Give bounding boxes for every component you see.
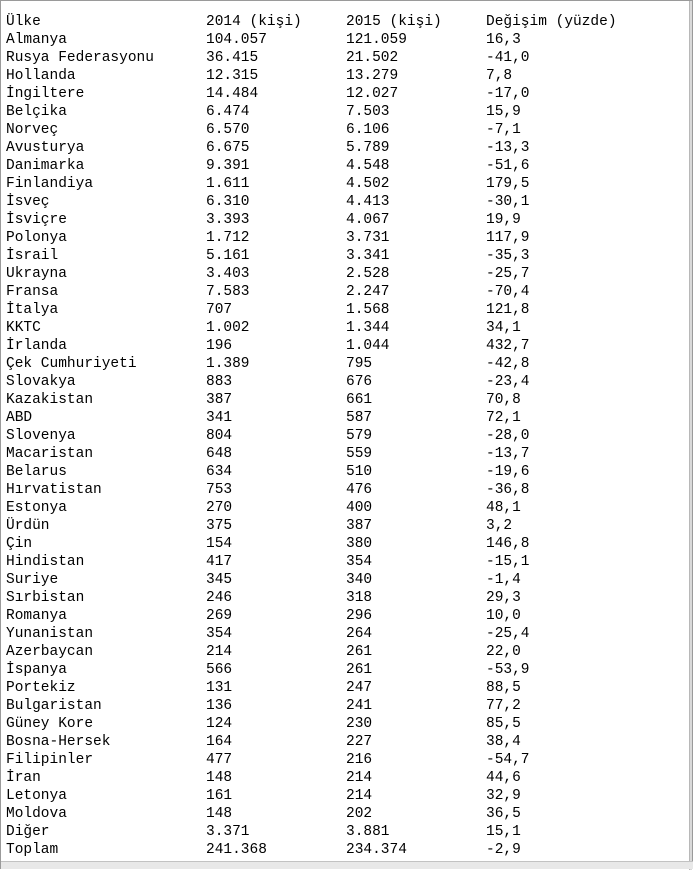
table-row [6, 625, 686, 643]
cell-2015: 510 [346, 464, 373, 480]
table-row [6, 319, 686, 337]
cell-country: Macaristan [6, 446, 94, 462]
cell-change: 432,7 [486, 338, 530, 354]
cell-2015: 559 [346, 446, 373, 462]
table-row [6, 679, 686, 697]
cell-2014: 634 [206, 464, 233, 480]
cell-2014: 1.389 [206, 356, 250, 372]
cell-2015: 7.503 [346, 104, 390, 120]
cell-change: 85,5 [486, 716, 521, 732]
cell-2015: 795 [346, 356, 373, 372]
cell-2014: 9.391 [206, 158, 250, 174]
cell-change: -70,4 [486, 284, 530, 300]
cell-2014: 148 [206, 806, 233, 822]
cell-country: Kazakistan [6, 392, 94, 408]
cell-2014: 131 [206, 680, 233, 696]
cell-2015: 241 [346, 698, 373, 714]
cell-2015: 340 [346, 572, 373, 588]
header-2015: 2015 (kişi) [346, 14, 442, 30]
table-row [6, 337, 686, 355]
cell-change: 15,9 [486, 104, 521, 120]
cell-2014: 269 [206, 608, 233, 624]
cell-change: -53,9 [486, 662, 530, 678]
cell-2014: 5.161 [206, 248, 250, 264]
cell-2015: 400 [346, 500, 373, 516]
cell-country: İtalya [6, 302, 59, 318]
cell-2014: 375 [206, 518, 233, 534]
cell-2014: 3.393 [206, 212, 250, 228]
cell-2015: 587 [346, 410, 373, 426]
cell-change: 16,3 [486, 32, 521, 48]
header-country: Ülke [6, 14, 41, 30]
cell-2014: 1.611 [206, 176, 250, 192]
cell-2015: 121.059 [346, 32, 407, 48]
cell-2015: 247 [346, 680, 373, 696]
cell-2014: 3.371 [206, 824, 250, 840]
table-row [6, 481, 686, 499]
cell-change: 179,5 [486, 176, 530, 192]
cell-change: -54,7 [486, 752, 530, 768]
table-row [6, 787, 686, 805]
table-row [6, 751, 686, 769]
cell-country: Yunanistan [6, 626, 94, 642]
cell-2014: 214 [206, 644, 233, 660]
cell-2014: 12.315 [206, 68, 259, 84]
cell-2015: 380 [346, 536, 373, 552]
table-row [6, 463, 686, 481]
cell-change: -41,0 [486, 50, 530, 66]
cell-change: 15,1 [486, 824, 521, 840]
cell-change: 121,8 [486, 302, 530, 318]
cell-2014: 804 [206, 428, 233, 444]
cell-change: -25,7 [486, 266, 530, 282]
table-row [6, 697, 686, 715]
table-row [6, 733, 686, 751]
cell-2015: 261 [346, 662, 373, 678]
cell-country: Hırvatistan [6, 482, 102, 498]
table-row [6, 841, 686, 859]
table-header-row [6, 13, 686, 31]
cell-2015: 216 [346, 752, 373, 768]
table-row [6, 391, 686, 409]
cell-2014: 36.415 [206, 50, 259, 66]
cell-change: 146,8 [486, 536, 530, 552]
cell-2015: 214 [346, 788, 373, 804]
cell-change: 70,8 [486, 392, 521, 408]
cell-2014: 566 [206, 662, 233, 678]
cell-country: Filipinler [6, 752, 94, 768]
table-row [6, 535, 686, 553]
cell-country: Toplam [6, 842, 59, 858]
cell-country: Danimarka [6, 158, 85, 174]
cell-change: 88,5 [486, 680, 521, 696]
cell-change: -28,0 [486, 428, 530, 444]
table-row [6, 769, 686, 787]
cell-country: Hollanda [6, 68, 76, 84]
cell-2014: 164 [206, 734, 233, 750]
table-row [6, 607, 686, 625]
cell-2015: 5.789 [346, 140, 390, 156]
cell-2014: 6.570 [206, 122, 250, 138]
cell-2014: 14.484 [206, 86, 259, 102]
cell-2015: 476 [346, 482, 373, 498]
cell-2014: 136 [206, 698, 233, 714]
cell-2015: 4.067 [346, 212, 390, 228]
table-row [6, 823, 686, 841]
cell-country: Estonya [6, 500, 67, 516]
table-row [6, 265, 686, 283]
cell-change: 72,1 [486, 410, 521, 426]
cell-2015: 318 [346, 590, 373, 606]
table-row [6, 283, 686, 301]
cell-country: Çin [6, 536, 33, 552]
cell-2014: 354 [206, 626, 233, 642]
table-row [6, 67, 686, 85]
cell-change: -30,1 [486, 194, 530, 210]
cell-country: Azerbaycan [6, 644, 94, 660]
cell-2014: 241.368 [206, 842, 267, 858]
cell-2014: 1.002 [206, 320, 250, 336]
cell-change: -51,6 [486, 158, 530, 174]
cell-change: 32,9 [486, 788, 521, 804]
cell-country: Ürdün [6, 518, 50, 534]
cell-change: 77,2 [486, 698, 521, 714]
cell-change: 117,9 [486, 230, 530, 246]
cell-change: -13,3 [486, 140, 530, 156]
cell-2014: 883 [206, 374, 233, 390]
cell-2014: 6.310 [206, 194, 250, 210]
cell-change: 10,0 [486, 608, 521, 624]
cell-2015: 296 [346, 608, 373, 624]
cell-2015: 1.044 [346, 338, 390, 354]
cell-country: KKTC [6, 320, 41, 336]
table-row [6, 193, 686, 211]
cell-2014: 345 [206, 572, 233, 588]
cell-2014: 1.712 [206, 230, 250, 246]
cell-change: 29,3 [486, 590, 521, 606]
cell-change: 19,9 [486, 212, 521, 228]
cell-country: İngiltere [6, 86, 85, 102]
cell-country: İsveç [6, 194, 50, 210]
table-row [6, 499, 686, 517]
cell-country: Bosna-Hersek [6, 734, 111, 750]
table-row [6, 229, 686, 247]
cell-2015: 234.374 [346, 842, 407, 858]
cell-2015: 4.413 [346, 194, 390, 210]
cell-2015: 579 [346, 428, 373, 444]
cell-change: -1,4 [486, 572, 521, 588]
cell-country: İspanya [6, 662, 67, 678]
table-row [6, 571, 686, 589]
cell-country: Fransa [6, 284, 59, 300]
cell-2014: 7.583 [206, 284, 250, 300]
table-row [6, 355, 686, 373]
cell-country: İrlanda [6, 338, 67, 354]
table-row [6, 157, 686, 175]
cell-2014: 196 [206, 338, 233, 354]
table-row [6, 175, 686, 193]
cell-country: Sırbistan [6, 590, 85, 606]
cell-country: İsviçre [6, 212, 67, 228]
cell-country: Norveç [6, 122, 59, 138]
cell-country: İran [6, 770, 41, 786]
cell-country: Romanya [6, 608, 67, 624]
table-row [6, 121, 686, 139]
cell-2015: 1.344 [346, 320, 390, 336]
cell-change: -13,7 [486, 446, 530, 462]
header-change: Değişim (yüzde) [486, 14, 617, 30]
cell-change: -2,9 [486, 842, 521, 858]
cell-country: Çek Cumhuriyeti [6, 356, 137, 372]
cell-2014: 161 [206, 788, 233, 804]
cell-country: Rusya Federasyonu [6, 50, 154, 66]
table-row [6, 301, 686, 319]
cell-change: 38,4 [486, 734, 521, 750]
cell-change: -17,0 [486, 86, 530, 102]
cell-2014: 124 [206, 716, 233, 732]
cell-change: -42,8 [486, 356, 530, 372]
cell-change: 34,1 [486, 320, 521, 336]
vertical-scrollbar-edge[interactable] [689, 1, 692, 870]
cell-2015: 230 [346, 716, 373, 732]
table-row [6, 553, 686, 571]
cell-change: 7,8 [486, 68, 513, 84]
cell-country: Hindistan [6, 554, 85, 570]
cell-2015: 227 [346, 734, 373, 750]
table-row [6, 517, 686, 535]
cell-country: Slovenya [6, 428, 76, 444]
cell-change: -23,4 [486, 374, 530, 390]
cell-country: Güney Kore [6, 716, 94, 732]
cell-2015: 3.341 [346, 248, 390, 264]
cell-2015: 6.106 [346, 122, 390, 138]
cell-2014: 154 [206, 536, 233, 552]
cell-change: -15,1 [486, 554, 530, 570]
cell-2015: 261 [346, 644, 373, 660]
cell-2014: 6.474 [206, 104, 250, 120]
cell-2015: 661 [346, 392, 373, 408]
cell-country: Belçika [6, 104, 67, 120]
table-row [6, 373, 686, 391]
cell-country: Bulgaristan [6, 698, 102, 714]
cell-2014: 341 [206, 410, 233, 426]
cell-country: ABD [6, 410, 33, 426]
cell-country: İsrail [6, 248, 59, 264]
cell-country: Finlandiya [6, 176, 94, 192]
cell-2014: 148 [206, 770, 233, 786]
cell-2015: 3.731 [346, 230, 390, 246]
cell-change: -25,4 [486, 626, 530, 642]
cell-country: Suriye [6, 572, 59, 588]
table-row [6, 85, 686, 103]
cell-2015: 13.279 [346, 68, 399, 84]
data-table [6, 13, 686, 859]
cell-2015: 354 [346, 554, 373, 570]
cell-2015: 214 [346, 770, 373, 786]
cell-2015: 4.548 [346, 158, 390, 174]
table-row [6, 427, 686, 445]
cell-change: 22,0 [486, 644, 521, 660]
cell-2014: 477 [206, 752, 233, 768]
cell-2014: 707 [206, 302, 233, 318]
table-row [6, 247, 686, 265]
cell-change: -36,8 [486, 482, 530, 498]
cell-2014: 3.403 [206, 266, 250, 282]
table-row [6, 409, 686, 427]
cell-2015: 676 [346, 374, 373, 390]
table-row [6, 445, 686, 463]
table-row [6, 211, 686, 229]
cell-change: -19,6 [486, 464, 530, 480]
cell-country: Diğer [6, 824, 50, 840]
cell-country: Moldova [6, 806, 67, 822]
cell-2015: 12.027 [346, 86, 399, 102]
header-2014: 2014 (kişi) [206, 14, 302, 30]
cell-2015: 2.247 [346, 284, 390, 300]
cell-change: 44,6 [486, 770, 521, 786]
cell-2015: 21.502 [346, 50, 399, 66]
cell-2015: 4.502 [346, 176, 390, 192]
cell-change: 3,2 [486, 518, 513, 534]
table-row [6, 805, 686, 823]
cell-2015: 3.881 [346, 824, 390, 840]
cell-2014: 648 [206, 446, 233, 462]
cell-country: Letonya [6, 788, 67, 804]
table-row [6, 103, 686, 121]
table-row [6, 139, 686, 157]
table-row [6, 643, 686, 661]
cell-change: 36,5 [486, 806, 521, 822]
cell-change: -35,3 [486, 248, 530, 264]
cell-2015: 1.568 [346, 302, 390, 318]
cell-2014: 387 [206, 392, 233, 408]
cell-2015: 387 [346, 518, 373, 534]
table-row [6, 49, 686, 67]
cell-2015: 202 [346, 806, 373, 822]
cell-country: Belarus [6, 464, 67, 480]
table-row [6, 31, 686, 49]
table-row [6, 661, 686, 679]
cell-2015: 2.528 [346, 266, 390, 282]
cell-country: Slovakya [6, 374, 76, 390]
cell-country: Portekiz [6, 680, 76, 696]
cell-2014: 6.675 [206, 140, 250, 156]
cell-2014: 417 [206, 554, 233, 570]
cell-2014: 104.057 [206, 32, 267, 48]
cell-change: 48,1 [486, 500, 521, 516]
cell-2014: 270 [206, 500, 233, 516]
cell-country: Almanya [6, 32, 67, 48]
cell-country: Ukrayna [6, 266, 67, 282]
table-body [6, 31, 686, 859]
cell-2014: 246 [206, 590, 233, 606]
cell-2015: 264 [346, 626, 373, 642]
cell-change: -7,1 [486, 122, 521, 138]
table-row [6, 715, 686, 733]
cell-country: Avusturya [6, 140, 85, 156]
cell-2014: 753 [206, 482, 233, 498]
horizontal-scrollbar-edge[interactable] [1, 861, 693, 869]
cell-country: Polonya [6, 230, 67, 246]
table-row [6, 589, 686, 607]
